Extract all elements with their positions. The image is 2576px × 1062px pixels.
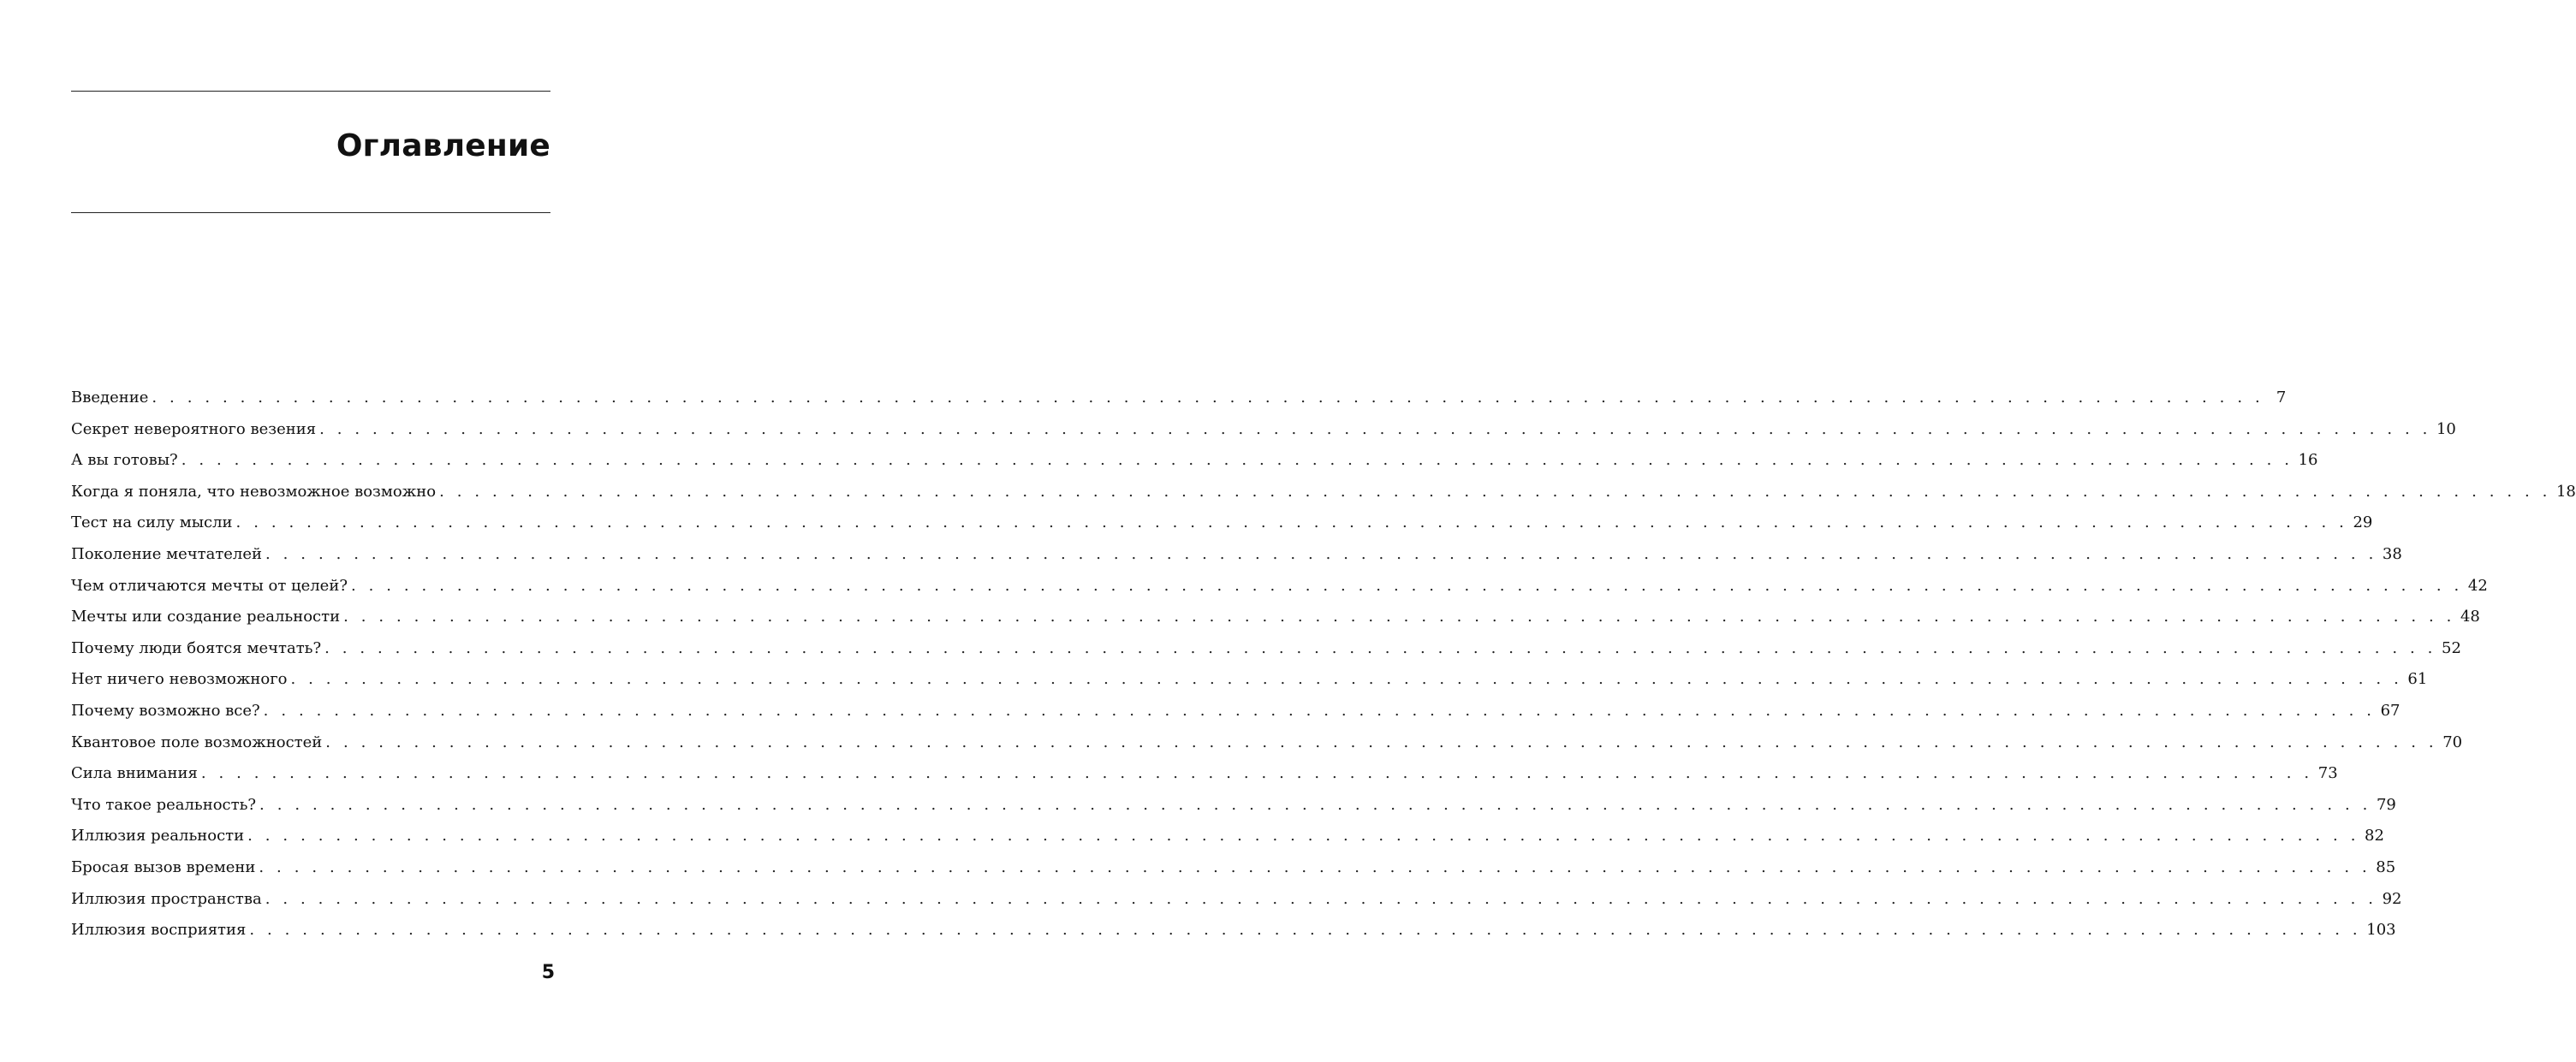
toc-entry[interactable] <box>71 698 2400 730</box>
page-number: 5 <box>541 962 555 983</box>
toc-entry[interactable] <box>71 542 2402 573</box>
toc-entry-title: Тест на силу мысли <box>71 513 233 532</box>
dot-leader: . . . . . . . . . . . . . . . . . . . . . . . . . . . . . . . . . . . . . . . . . . . . . . . . . . . . . . . . . . . . . . . . . . . . . . . . . . . . . . . . . . . . . . . . . . . . . . . . . . . . . . . . . . . . . . . . . . . . . . . . <box>200 764 2313 783</box>
toc-entry-title: Нет ничего невозможного <box>71 670 288 689</box>
toc-entry-page: 29 <box>2353 513 2373 532</box>
toc-entry[interactable] <box>71 730 2463 762</box>
dot-leader: . . . . . . . . . . . . . . . . . . . . . . . . . . . . . . . . . . . . . . . . . . . . . . . . . . . . . . . . . . . . . . . . . . . . . . . . . . . . . . . . . . . . . . . . . . . . . . . . . . . . . . . . . . . . . . . . . . . . . . . . <box>324 638 2436 657</box>
toc-entry[interactable] <box>71 636 2461 667</box>
dot-leader: . . . . . . . . . . . . . . . . . . . . . . . . . . . . . . . . . . . . . . . . . . . . . . . . . . . . . . . . . . . . . . . . . . . . . . . . . . . . . . . . . . . . . . . . . . . . . . . . . . . . . . . . . . . . . . . . . . . . . . . . <box>319 419 2431 438</box>
toc-entry-page: 52 <box>2442 638 2461 657</box>
toc-entry-title: Иллюзия пространства <box>71 889 262 908</box>
toc-entry-page: 10 <box>2436 419 2456 438</box>
toc-entry[interactable] <box>71 761 2338 792</box>
dot-leader: . . . . . . . . . . . . . . . . . . . . . . . . . . . . . . . . . . . . . . . . . . . . . . . . . . . . . . . . . . . . . . . . . . . . . . . . . . . . . . . . . . . . . . . . . . . . . . . . . . . . . . . . . . . . . . . . . . . . . . . . <box>265 544 2377 563</box>
dot-leader: . . . . . . . . . . . . . . . . . . . . . . . . . . . . . . . . . . . . . . . . . . . . . . . . . . . . . . . . . . . . . . . . . . . . . . . . . . . . . . . . . . . . . . . . . . . . . . . . . . . . . . . . . . . . . . . . . . . . . . . . <box>235 513 2348 532</box>
toc-entry[interactable] <box>71 887 2402 918</box>
toc-entry-title: Квантовое поле возможностей <box>71 733 323 751</box>
dot-leader: . . . . . . . . . . . . . . . . . . . . . . . . . . . . . . . . . . . . . . . . . . . . . . . . . . . . . . . . . . . . . . . . . . . . . . . . . . . . . . . . . . . . . . . . . . . . . . . . . . . . . . . . . . . . . . . . . . . . . . . . <box>325 733 2438 751</box>
toc-entry-page: 42 <box>2467 576 2488 595</box>
dot-leader: . . . . . . . . . . . . . . . . . . . . . . . . . . . . . . . . . . . . . . . . . . . . . . . . . . . . . . . . . . . . . . . . . . . . . . . . . . . . . . . . . . . . . . . . . . . . . . . . . . . . . . . . . . . . . . . . . . . . . . . . <box>350 576 2463 595</box>
toc-entry[interactable] <box>71 855 2396 887</box>
toc-entry-page: 85 <box>2376 857 2396 876</box>
toc-entry[interactable] <box>71 917 2396 949</box>
toc-entry-page: 67 <box>2380 701 2400 720</box>
dot-leader: . . . . . . . . . . . . . . . . . . . . . . . . . . . . . . . . . . . . . . . . . . . . . . . . . . . . . . . . . . . . . . . . . . . . . . . . . . . . . . . . . . . . . . . . . . . . . . . . . . . . . . . . . . . . . . . . . . . . . . . . <box>249 921 2362 940</box>
toc-entry-page: 48 <box>2460 608 2480 626</box>
toc-entry-page: 73 <box>2317 764 2338 783</box>
page-title: Оглавление <box>336 128 550 163</box>
toc-entry-title: Введение <box>71 389 149 406</box>
dot-leader: . . . . . . . . . . . . . . . . . . . . . . . . . . . . . . . . . . . . . . . . . . . . . . . . . . . . . . . . . . . . . . . . . . . . . . . . . . . . . . . . . . . . . . . . . . . . . . . . . . . . . . . . . . . . . . . . . . . . . . . . <box>263 701 2376 720</box>
toc-entry-title: Иллюзия восприятия <box>71 921 247 940</box>
toc-entry-title: Что такое реальность? <box>71 795 257 814</box>
toc-entry-title: Поколение мечтателей <box>71 544 263 563</box>
table-of-contents <box>71 385 2576 949</box>
dot-leader: . . . . . . . . . . . . . . . . . . . . . . . . . . . . . . . . . . . . . . . . . . . . . . . . . . . . . . . . . . . . . . . . . . . . . . . . . . . . . . . . . . . . . . . . . . . . . . . . . . . . . . . . . . . . . . . . . . . . . . . . <box>265 889 2377 908</box>
toc-entry[interactable] <box>71 604 2480 636</box>
toc-entry-page: 103 <box>2366 921 2396 940</box>
toc-entry-title: Иллюзия реальности <box>71 827 245 845</box>
toc-entry-page: 18 <box>2555 482 2576 501</box>
toc-entry-page: 38 <box>2382 544 2402 563</box>
toc-entry-title: Чем отличаются мечты от целей? <box>71 576 348 595</box>
toc-entry-title: Мечты или создание реальности <box>71 608 341 626</box>
top-rule <box>71 91 550 92</box>
toc-entry[interactable] <box>71 510 2373 542</box>
toc-entry[interactable] <box>71 823 2384 855</box>
dot-leader: . . . . . . . . . . . . . . . . . . . . . . . . . . . . . . . . . . . . . . . . . . . . . . . . . . . . . . . . . . . . . . . . . . . . . . . . . . . . . . . . . . . . . . . . . . . . . . . . . . . . . . . . . . . . . . . . . . . . . . . . <box>247 827 2360 845</box>
toc-entry-page: 82 <box>2365 827 2384 845</box>
toc-entry[interactable] <box>71 385 2287 417</box>
toc-entry-title: Бросая вызов времени <box>71 857 256 876</box>
toc-entry-page: 7 <box>2276 389 2287 406</box>
toc-entry-title: Почему люди боятся мечтать? <box>71 638 322 657</box>
dot-leader: . . . . . . . . . . . . . . . . . . . . . . . . . . . . . . . . . . . . . . . . . . . . . . . . . . . . . . . . . . . . . . . . . . . . . . . . . . . . . . . . . . . . . . . . . . . . . . . . . . . . . . . . . . . . . . . . . . . . . . . . <box>152 389 2264 406</box>
toc-entry[interactable] <box>71 573 2488 605</box>
toc-entry-title: Сила внимания <box>71 764 198 783</box>
toc-entry[interactable] <box>71 792 2396 824</box>
toc-entry-page: 61 <box>2407 670 2428 689</box>
toc-entry-page: 16 <box>2298 451 2318 470</box>
toc-entry[interactable] <box>71 417 2456 448</box>
toc-entry-page: 70 <box>2442 733 2463 751</box>
toc-entry-title: А вы готовы? <box>71 451 178 470</box>
dot-leader: . . . . . . . . . . . . . . . . . . . . . . . . . . . . . . . . . . . . . . . . . . . . . . . . . . . . . . . . . . . . . . . . . . . . . . . . . . . . . . . . . . . . . . . . . . . . . . . . . . . . . . . . . . . . . . . . . . . . . . . . <box>439 482 2551 501</box>
toc-entry-title: Когда я поняла, что невозможное возможно <box>71 482 437 501</box>
toc-entry-page: 79 <box>2376 795 2396 814</box>
bottom-rule <box>71 212 550 213</box>
toc-entry-title: Почему возможно все? <box>71 701 260 720</box>
dot-leader: . . . . . . . . . . . . . . . . . . . . . . . . . . . . . . . . . . . . . . . . . . . . . . . . . . . . . . . . . . . . . . . . . . . . . . . . . . . . . . . . . . . . . . . . . . . . . . . . . . . . . . . . . . . . . . . . . . . . . . . . <box>343 608 2455 626</box>
dot-leader: . . . . . . . . . . . . . . . . . . . . . . . . . . . . . . . . . . . . . . . . . . . . . . . . . . . . . . . . . . . . . . . . . . . . . . . . . . . . . . . . . . . . . . . . . . . . . . . . . . . . . . . . . . . . . . . . . . . . . . . . <box>259 857 2371 876</box>
dot-leader: . . . . . . . . . . . . . . . . . . . . . . . . . . . . . . . . . . . . . . . . . . . . . . . . . . . . . . . . . . . . . . . . . . . . . . . . . . . . . . . . . . . . . . . . . . . . . . . . . . . . . . . . . . . . . . . . . . . . . . . . <box>290 670 2403 689</box>
dot-leader: . . . . . . . . . . . . . . . . . . . . . . . . . . . . . . . . . . . . . . . . . . . . . . . . . . . . . . . . . . . . . . . . . . . . . . . . . . . . . . . . . . . . . . . . . . . . . . . . . . . . . . . . . . . . . . . . . . . . . . . . <box>259 795 2371 814</box>
toc-entry[interactable] <box>71 667 2428 698</box>
toc-entry[interactable] <box>71 448 2318 479</box>
toc-entry[interactable] <box>71 479 2576 511</box>
dot-leader: . . . . . . . . . . . . . . . . . . . . . . . . . . . . . . . . . . . . . . . . . . . . . . . . . . . . . . . . . . . . . . . . . . . . . . . . . . . . . . . . . . . . . . . . . . . . . . . . . . . . . . . . . . . . . . . . . . . . . . . . <box>181 451 2293 470</box>
toc-entry-page: 92 <box>2382 889 2402 908</box>
toc-entry-title: Секрет невероятного везения <box>71 419 317 438</box>
